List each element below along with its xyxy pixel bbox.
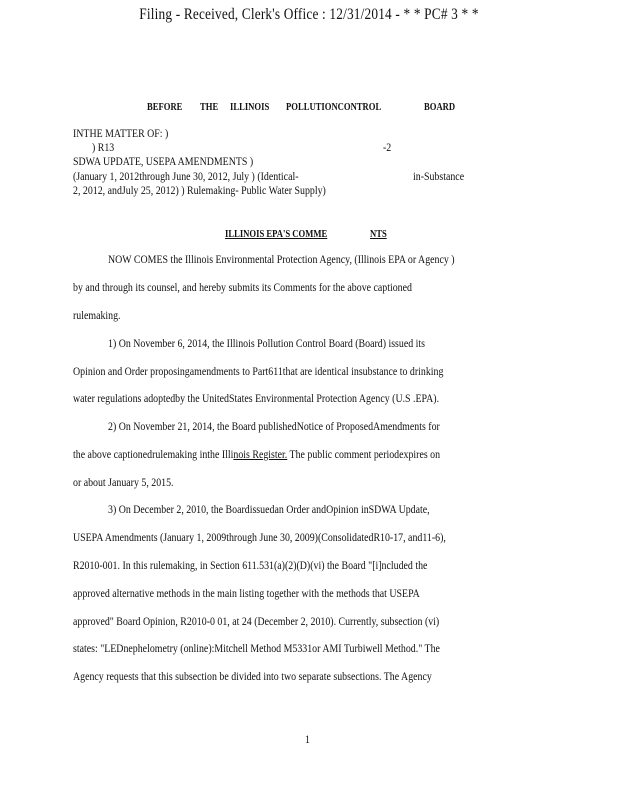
body-line: approved alternative methods in the main listing together with the methods that USEPA — [73, 588, 420, 600]
caption-docket-suffix: -2 — [383, 142, 392, 154]
body-line: Agency requests that this subsection be divided into two separate subsections. The Agency — [73, 671, 432, 683]
board-title-word: THE — [200, 102, 219, 113]
body-line — [73, 449, 440, 461]
body-line: R2010-001. In this rulemaking, in Section 611.531(a)(2)(D)(vi) the Board "[i]ncluded the — [73, 560, 428, 572]
body-line: states: "LEDnephelometry (online):Mitchell Method M5331or AMI Turbiwell Method." The — [73, 643, 440, 655]
body-line: or about January 5, 2015. — [73, 477, 174, 489]
body-line: 2) On November 21, 2014, the Board publishedNotice of ProposedAmendments for — [108, 421, 440, 433]
body-line: USEPA Amendments (January 1, 2009through June 30, 2009)(ConsolidatedR10-17, and11-6), — [73, 532, 446, 544]
body-line: water regulations adoptedby the UnitedStates Environmental Protection Agency (U.S .EPA). — [73, 393, 440, 405]
caption-line: INTHE MATTER OF: ) — [73, 128, 169, 140]
caption-line: SDWA UPDATE, USEPA AMENDMENTS ) — [73, 156, 254, 168]
body-text: The public comment periodexpires on — [287, 449, 441, 461]
illinois-register-reference: nois Register. — [233, 449, 288, 461]
body-line: rulemaking. — [73, 310, 121, 322]
document-title-part: ILLINOIS EPA'S COMME — [225, 229, 328, 240]
body-line: by and through its counsel, and hereby submits its Comments for the above captioned — [73, 282, 412, 294]
caption-line: 2, 2012, andJuly 25, 2012) ) Rulemaking- Public Water Supply) — [73, 185, 326, 197]
document-title-part: NTS — [370, 229, 387, 240]
body-line: Opinion and Order proposingamendments to Part611that are identical insubstance to drinking — [73, 366, 444, 378]
board-title-word: BEFORE — [147, 102, 183, 113]
board-title-word: POLLUTIONCONTROL — [286, 102, 382, 113]
body-line: approved" Board Opinion, R2010-0 01, at 24 (December 2, 2010). Currently, subsection (vi) — [73, 616, 440, 628]
body-text: the above captionedrulemaking inthe Illi — [73, 449, 234, 461]
filing-stamp-header: Filing - Received, Clerk's Office : 12/31/2014 - * * PC# 3 * * — [139, 6, 479, 23]
body-line: 3) On December 2, 2010, the Boardissuedan Order andOpinion inSDWA Update, — [108, 504, 430, 516]
body-line: NOW COMES the Illinois Environmental Protection Agency, (Illinois EPA or Agency ) — [108, 254, 455, 266]
caption-line: (January 1, 2012through June 30, 2012, July ) (Identical- — [73, 171, 299, 183]
page-number: 1 — [305, 734, 310, 746]
body-line: 1) On November 6, 2014, the Illinois Pollution Control Board (Board) issued its — [108, 338, 426, 350]
caption-line: ) R13 — [92, 142, 115, 154]
board-title-word: BOARD — [424, 102, 456, 113]
caption-line: in-Substance — [413, 171, 465, 183]
board-title-word: ILLINOIS — [230, 102, 270, 113]
